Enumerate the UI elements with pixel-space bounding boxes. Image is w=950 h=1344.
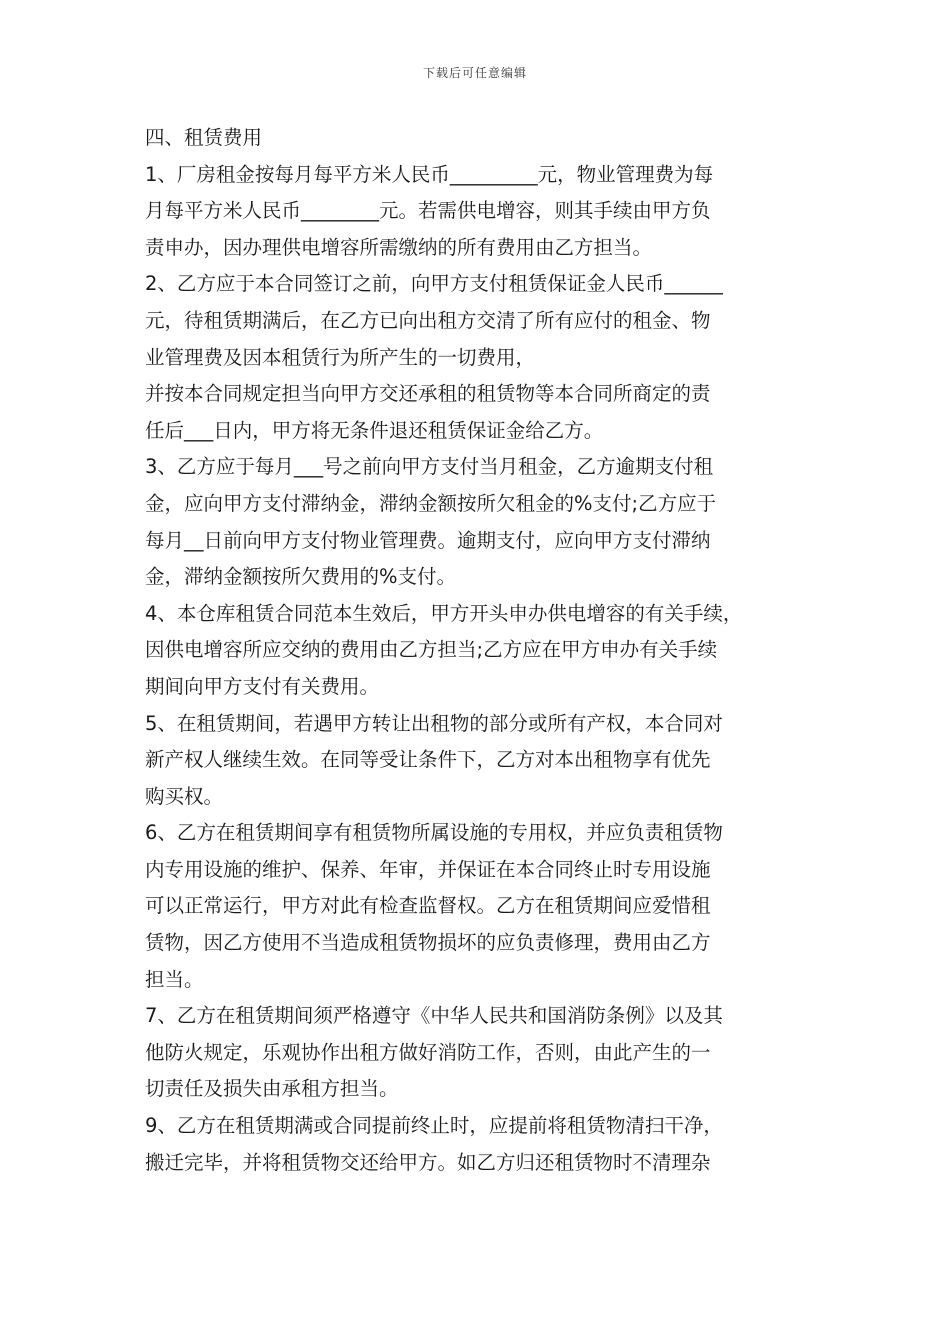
text-line: 新产权人继续生效。在同等受让条件下，乙方对本出租物享有优先 [145, 748, 711, 772]
text-line: 5、在租赁期间，若遇甲方转让出租物的部分或所有产权，本合同对 [145, 711, 723, 735]
text-line: 担当。 [145, 967, 204, 991]
text-line: 7、乙方在租赁期间须严格遵守《中华人民共和国消防条例》以及其 [145, 1004, 723, 1028]
text-line: 切责任及损失由承租方担当。 [145, 1077, 399, 1101]
text-line: 金，应向甲方支付滞纳金，滞纳金额按所欠租金的%支付;乙方应于 [145, 491, 717, 515]
text-line: 期间向甲方支付有关费用。 [145, 674, 380, 698]
text-line: 6、乙方在租赁期间享有租赁物所属设施的专用权，并应负责租赁物 [145, 821, 723, 845]
paragraph-lines [145, 157, 810, 1182]
text-line: 每月__日前向甲方支付物业管理费。逾期支付，应向甲方支付滞纳 [145, 528, 711, 552]
text-line: 3、乙方应于每月___号之前向甲方支付当月租金，乙方逾期支付租 [145, 455, 714, 479]
header-note: 下载后可任意编辑 [422, 66, 527, 80]
text-line: 责申办，因办理供电增容所需缴纳的所有费用由乙方担当。 [145, 235, 653, 259]
text-line: 1、厂房租金按每月每平方米人民币_________元，物业管理费为每 [145, 162, 714, 186]
text-line: 任后___日内，甲方将无条件退还租赁保证金给乙方。 [145, 418, 604, 442]
text-line: 业管理费及因本租赁行为所产生的一切费用， [145, 345, 536, 369]
text-line: 4、本仓库租赁合同范本生效后，甲方开头申办供电增容的有关手续， [145, 601, 743, 625]
document-body [145, 120, 810, 1181]
text-line: 并按本合同规定担当向甲方交还承租的租赁物等本合同所商定的责 [145, 382, 711, 406]
section-title: 四、租赁费用 [145, 126, 263, 149]
text-line: 金，滞纳金额按所欠费用的%支付。 [145, 565, 457, 589]
text-line: 9、乙方在租赁期满或合同提前终止时，应提前将租赁物清扫干净， [145, 1114, 723, 1138]
text-line: 月每平方米人民币________元。若需供电增容，则其手续由甲方负 [145, 199, 711, 223]
text-line: 搬迁完毕，并将租赁物交还给甲方。如乙方归还租赁物时不清理杂 [145, 1150, 711, 1174]
text-line: 赁物，因乙方使用不当造成租赁物损坏的应负责修理，费用由乙方 [145, 931, 711, 955]
text-line: 2、乙方应于本合同签订之前，向甲方支付租赁保证金人民币______ [145, 272, 723, 296]
text-line: 他防火规定，乐观协作出租方做好消防工作，否则，由此产生的一 [145, 1040, 711, 1064]
text-line: 购买权。 [145, 784, 224, 808]
text-line: 因供电增容所应交纳的费用由乙方担当;乙方应在甲方申办有关手续 [145, 638, 718, 662]
text-line: 可以正常运行，甲方对此有检查监督权。乙方在租赁期间应爱惜租 [145, 894, 711, 918]
text-line: 内专用设施的维护、保养、年审，并保证在本合同终止时专用设施 [145, 857, 711, 881]
text-line: 元，待租赁期满后，在乙方已向出租方交清了所有应付的租金、物 [145, 308, 711, 332]
